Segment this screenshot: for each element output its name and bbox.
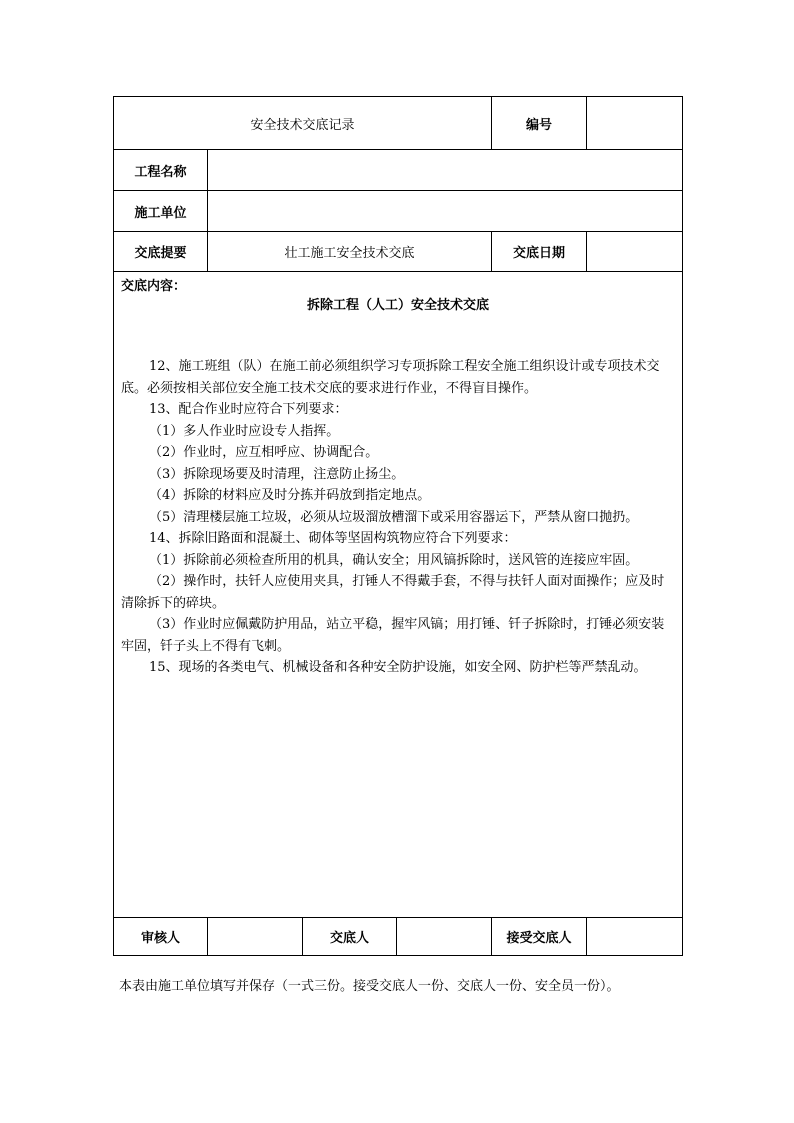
summary-label: 交底提要 [114, 232, 208, 272]
content-paragraph: （4）拆除的材料应及时分拣并码放到指定地点。 [149, 488, 431, 503]
form-title: 安全技术交底记录 [114, 97, 492, 150]
safety-disclosure-form [113, 96, 683, 956]
receiver-label: 接受交底人 [492, 918, 587, 956]
contractor-field[interactable] [208, 191, 683, 232]
project-name-field[interactable] [208, 150, 683, 191]
content-paragraph: （2）作业时，应互相呼应、协调配合。 [149, 445, 379, 460]
content-cell [114, 272, 683, 918]
content-paragraph: 14、拆除旧路面和混凝土、砌体等坚固构筑物应符合下列要求： [149, 531, 517, 546]
project-name-label: 工程名称 [114, 150, 208, 191]
content-paragraph: 12、施工班组（队）在施工前必须组织学习专项拆除工程安全施工组织设计或专项技术交底。必须按相关部位安全施工技术交底的要求进行作业，不得盲目操作。 [121, 359, 660, 396]
receiver-field[interactable] [587, 918, 683, 956]
content-paragraph: （1）拆除前必须检查所用的机具，确认安全；用风镐拆除时，送风管的连接应牢固。 [149, 552, 639, 568]
number-label: 编号 [492, 97, 587, 150]
content-paragraph: 13、配合作业时应符合下列要求： [149, 402, 348, 417]
number-field[interactable] [587, 97, 683, 150]
summary-field[interactable]: 壮工施工安全技术交底 [208, 232, 492, 272]
contractor-label: 施工单位 [114, 191, 208, 232]
content-label: 交底内容： [121, 279, 187, 294]
discloser-label: 交底人 [303, 918, 397, 956]
content-title: 拆除工程（人工）安全技术交底 [307, 298, 490, 313]
content-paragraph: （5）清理楼层施工垃圾，必须从垃圾溜放槽溜下或采用容器运下，严禁从窗口抛扔。 [149, 509, 639, 525]
content-paragraph: （3）作业时应佩戴防护用品，站立平稳，握牢风镐；用打锤、钎子拆除时，打锤必须安装牢固，钎子头上不得有飞刺。 [121, 617, 665, 654]
content-paragraph: 15、现场的各类电气、机械设备和各种安全防护设施，如安全网、防护栏等严禁乱动。 [149, 660, 647, 675]
content-paragraph: （3）拆除现场要及时清理，注意防止扬尘。 [149, 466, 405, 482]
discloser-field[interactable] [397, 918, 492, 956]
reviewer-field[interactable] [208, 918, 303, 956]
content-body [121, 356, 676, 679]
reviewer-label: 审核人 [114, 918, 208, 956]
footnote: 本表由施工单位填写并保存（一式三份。接受交底人一份、交底人一份、安全员一份）。 [119, 979, 620, 994]
date-label: 交底日期 [492, 232, 587, 272]
date-field[interactable] [587, 232, 683, 272]
content-paragraph: （1）多人作业时应设专人指挥。 [149, 423, 340, 439]
content-paragraph: （2）操作时，扶钎人应使用夹具，打锤人不得戴手套，不得与扶钎人面对面操作；应及时清除拆下的碎块。 [121, 574, 665, 611]
